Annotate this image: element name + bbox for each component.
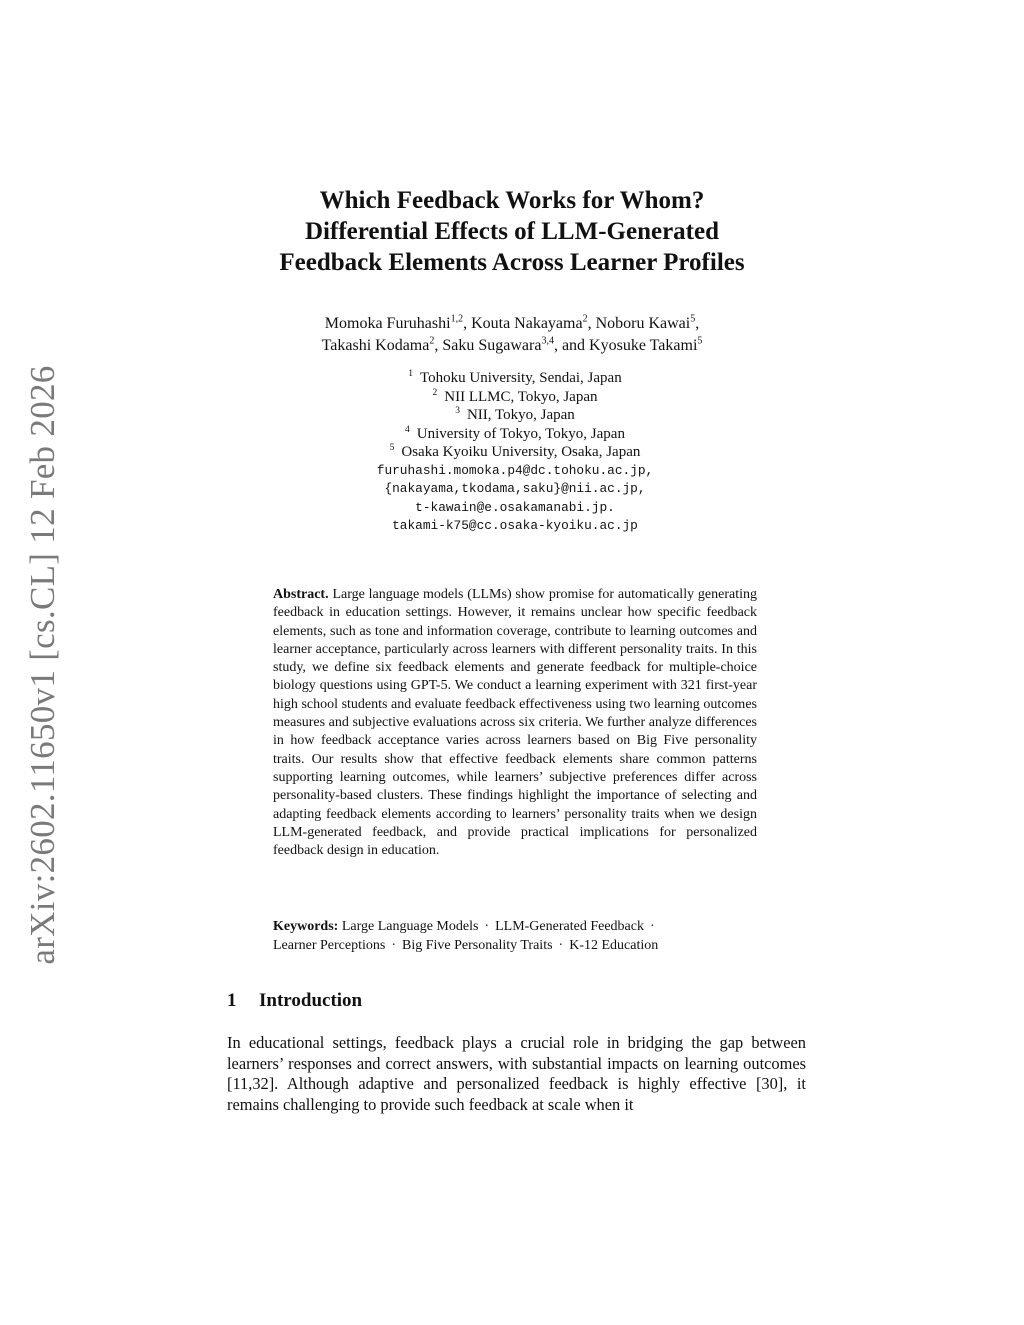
author-affil-marker: 2	[429, 335, 435, 347]
author-separator: ,	[434, 337, 443, 354]
keyword: Big Five Personality Traits	[402, 938, 553, 953]
keyword: LLM-Generated Feedback	[495, 919, 644, 934]
affiliation-text: Osaka Kyoiku University, Osaka, Japan	[401, 444, 641, 460]
title-line: Differential Effects of LLM-Generated	[305, 218, 719, 245]
author-affil-marker: 3,4	[541, 335, 554, 347]
affiliation	[0, 406, 1024, 425]
keyword-separator: ·	[484, 919, 490, 934]
keyword: Learner Perceptions	[273, 938, 386, 953]
author-name: Momoka Furuhashi	[324, 315, 451, 332]
affiliation-text: University of Tokyo, Tokyo, Japan	[416, 425, 625, 442]
title-line: Which Feedback Works for Whom?	[319, 187, 705, 214]
keyword-separator: ·	[649, 919, 655, 934]
arxiv-identifier: arXiv:2602.11650v1 [cs.CL] 12 Feb 2026	[23, 365, 62, 965]
keywords-label: Keywords:	[273, 919, 339, 934]
author-name: Noboru Kawai	[595, 315, 691, 332]
abstract-label: Abstract.	[273, 587, 329, 602]
keywords	[273, 917, 757, 955]
section-title: Introduction	[259, 990, 363, 1011]
keyword: Large Language Models	[341, 919, 479, 934]
section-heading	[227, 990, 362, 1012]
introduction-paragraph: In educational settings, feedback plays a crucial role in bridging the gap between learners’ responses and correct answers, with substantial impacts on learning outcomes [11,32]. Although adaptive and personalized feedback is highly effective [30], it remains challenging to provide such feedback at scale when it	[227, 1033, 806, 1114]
author-name: Saku Sugawara	[442, 337, 542, 354]
author-separator: ,	[587, 315, 596, 332]
email-address[interactable]: takami-k75@cc.osaka-kyoiku.ac.jp	[392, 518, 638, 533]
author-line	[0, 335, 1024, 357]
affiliation-number: 2	[432, 387, 438, 398]
author-affil-marker: 2	[582, 313, 588, 325]
keyword-separator: ·	[391, 938, 397, 953]
title-line: Feedback Elements Across Learner Profiles	[279, 249, 745, 276]
affiliation-number: 5	[389, 443, 395, 453]
author-affil-marker: 5	[697, 335, 703, 347]
author-separator: ,	[463, 315, 472, 332]
affiliations	[0, 369, 1024, 536]
author-line	[0, 313, 1024, 335]
section-number: 1	[227, 990, 237, 1011]
affiliation	[0, 443, 1024, 462]
affiliation	[0, 369, 1024, 388]
affiliation-text: NII LLMC, Tokyo, Japan	[444, 388, 598, 405]
author-list	[0, 313, 1024, 357]
author-name: and Kyosuke Takami	[561, 337, 698, 354]
affiliation-text: Tohoku University, Sendai, Japan	[420, 370, 622, 386]
author-separator: ,	[695, 315, 700, 332]
affiliation	[0, 425, 1024, 444]
email-address[interactable]: t-kawain@e.osakamanabi.jp.	[415, 499, 615, 515]
affiliation-text: NII, Tokyo, Japan	[466, 407, 575, 423]
author-name: Kouta Nakayama	[471, 315, 583, 332]
keyword-separator: ·	[558, 938, 564, 953]
abstract	[273, 586, 757, 860]
author-separator: ,	[553, 337, 562, 354]
keyword: K-12 Education	[569, 938, 659, 953]
author-name: Takashi Kodama	[321, 337, 430, 354]
abstract-text: Large language models (LLMs) show promise for automatically generating feedback in education settings. However, it remains unclear how specific feedback elements, such as tone and information coverage, contribute to learning outcomes and learner acceptance, particularly across learners with different personality traits. In this study, we define six feedback elements and generate feedback for multiple-choice biology questions using GPT-5. We conduct a learning experiment with 321 first-year high school students and evaluate feedback effectiveness using two learning outcomes measures and subjective evaluations across six criteria. We further analyze differences in how feedback acceptance varies across learners based on Big Five personality traits. Our results show that effective feedback elements share common patterns supporting learning outcomes, while learners’ subjective preferences differ across personality-based clusters. These findings highlight the importance of selecting and adapting feedback elements according to learners’ personality traits when we design LLM-generated feedback, and provide practical implications for personalized feedback design in education.	[273, 587, 757, 859]
affiliation-number: 3	[455, 406, 460, 416]
affiliation-number: 4	[405, 424, 410, 435]
paper-title	[0, 185, 1024, 278]
email-address[interactable]: furuhashi.momoka.p4@dc.tohoku.ac.jp,	[376, 462, 654, 478]
affiliation-number: 1	[408, 369, 414, 379]
email-address[interactable]: {nakayama,tkodama,saku}@nii.ac.jp,	[384, 481, 646, 496]
author-affil-marker: 5	[690, 313, 696, 325]
affiliation	[0, 388, 1024, 407]
author-affil-marker: 1,2	[450, 313, 464, 325]
